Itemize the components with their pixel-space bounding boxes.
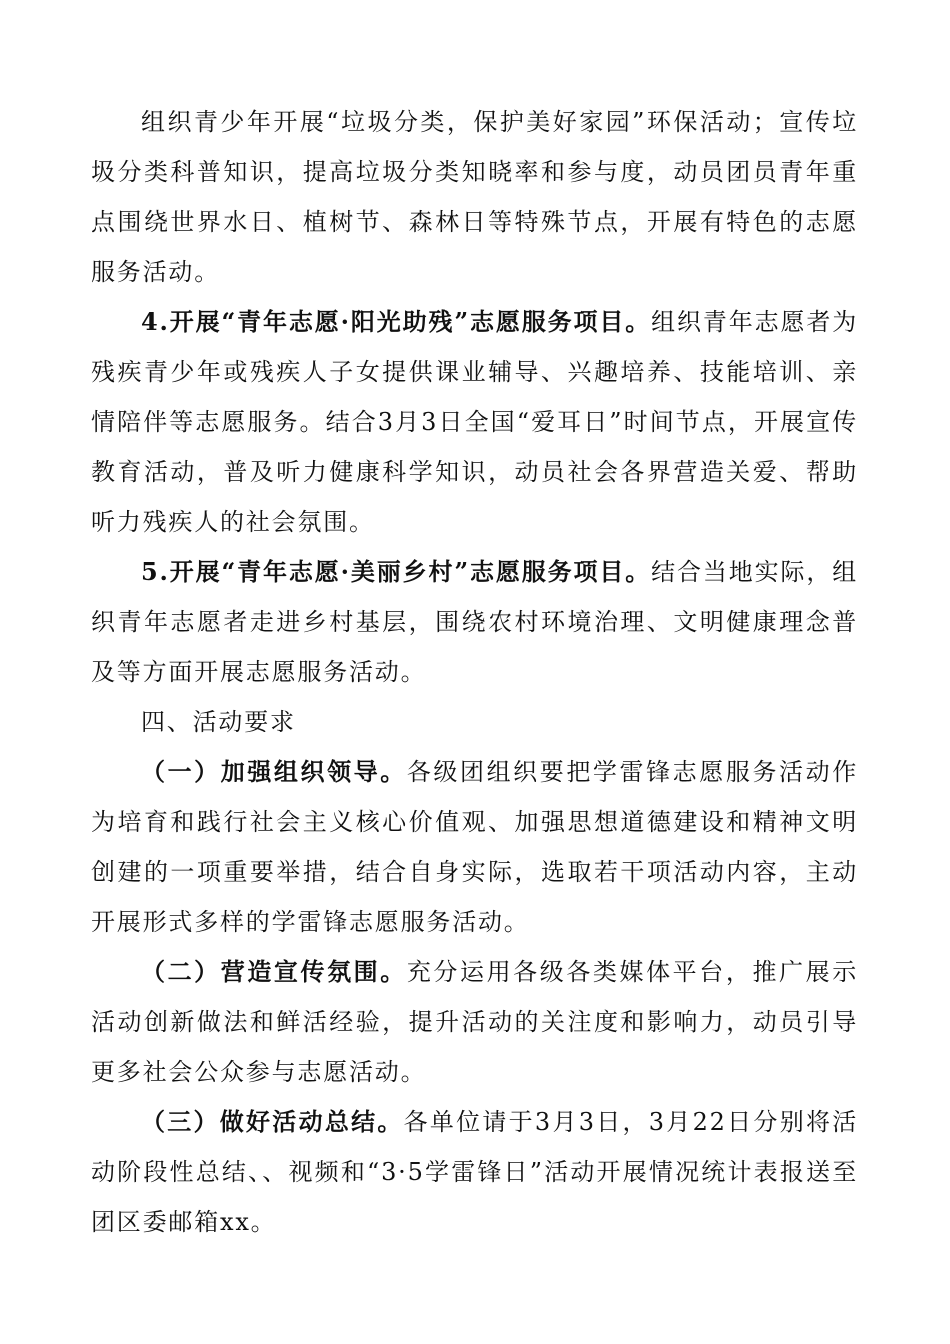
- paragraph-activity-summary: [91, 1097, 858, 1247]
- paragraph-text: 充分运用各级各类媒体平台，推广展示活动创新做法和鲜活经验，提升活动的关注度和影响力，动员引导更多社会公众参与志愿活动。: [91, 958, 858, 1086]
- paragraph-heading: 5.开展“青年志愿·美丽乡村”志愿服务项目。: [141, 557, 652, 586]
- paragraph-disability-assistance: [91, 297, 858, 547]
- paragraph-heading: （二）营造宣传氛围。: [141, 957, 407, 986]
- section-title-activity-requirements: 四、活动要求: [141, 708, 296, 736]
- paragraph-text: 组织青年志愿者为残疾青少年或残疾人子女提供课业辅导、兴趣培养、技能培训、亲情陪伴等志愿服务。结合3月3日全国“爱耳日”时间节点，开展宣传教育活动，普及听力健康科学知识，动员社会各界营造关爱、帮助听力残疾人的社会氛围。: [91, 308, 859, 536]
- paragraph-publicity-atmosphere: [91, 947, 858, 1097]
- paragraph-heading: （三）做好活动总结。: [141, 1107, 404, 1136]
- paragraph-heading: 4.开展“青年志愿·阳光助残”志愿服务项目。: [141, 307, 652, 336]
- paragraph-beautiful-countryside: [91, 547, 858, 697]
- document-page: [91, 97, 858, 1247]
- paragraph-text: 结合当地实际，组织青年志愿者走进乡村基层，围绕农村环境治理、文明健康理念普及等方面开展志愿服务活动。: [91, 558, 859, 686]
- paragraph-garbage-sorting: [91, 97, 858, 297]
- paragraph-text: 各单位请于3月3日，3月22日分别将活动阶段性总结、、视频和“3·5学雷锋日”活动开展情况统计表报送至团区委邮箱xx。: [91, 1108, 859, 1236]
- paragraph-text: 组织青少年开展“垃圾分类，保护美好家园”环保活动；宣传垃圾分类科普知识，提高垃圾分类知晓率和参与度，动员团员青年重点围绕世界水日、植树节、森林日等特殊节点，开展有特色的志愿服务活动。: [91, 108, 858, 286]
- paragraph-heading: （一）加强组织领导。: [141, 757, 407, 786]
- paragraph-text: 各级团组织要把学雷锋志愿服务活动作为培育和践行社会主义核心价值观、加强思想道德建设和精神文明创建的一项重要举措，结合自身实际，选取若干项活动内容，主动开展形式多样的学雷锋志愿服务活动。: [91, 758, 858, 936]
- paragraph-organization-leadership: [91, 747, 858, 947]
